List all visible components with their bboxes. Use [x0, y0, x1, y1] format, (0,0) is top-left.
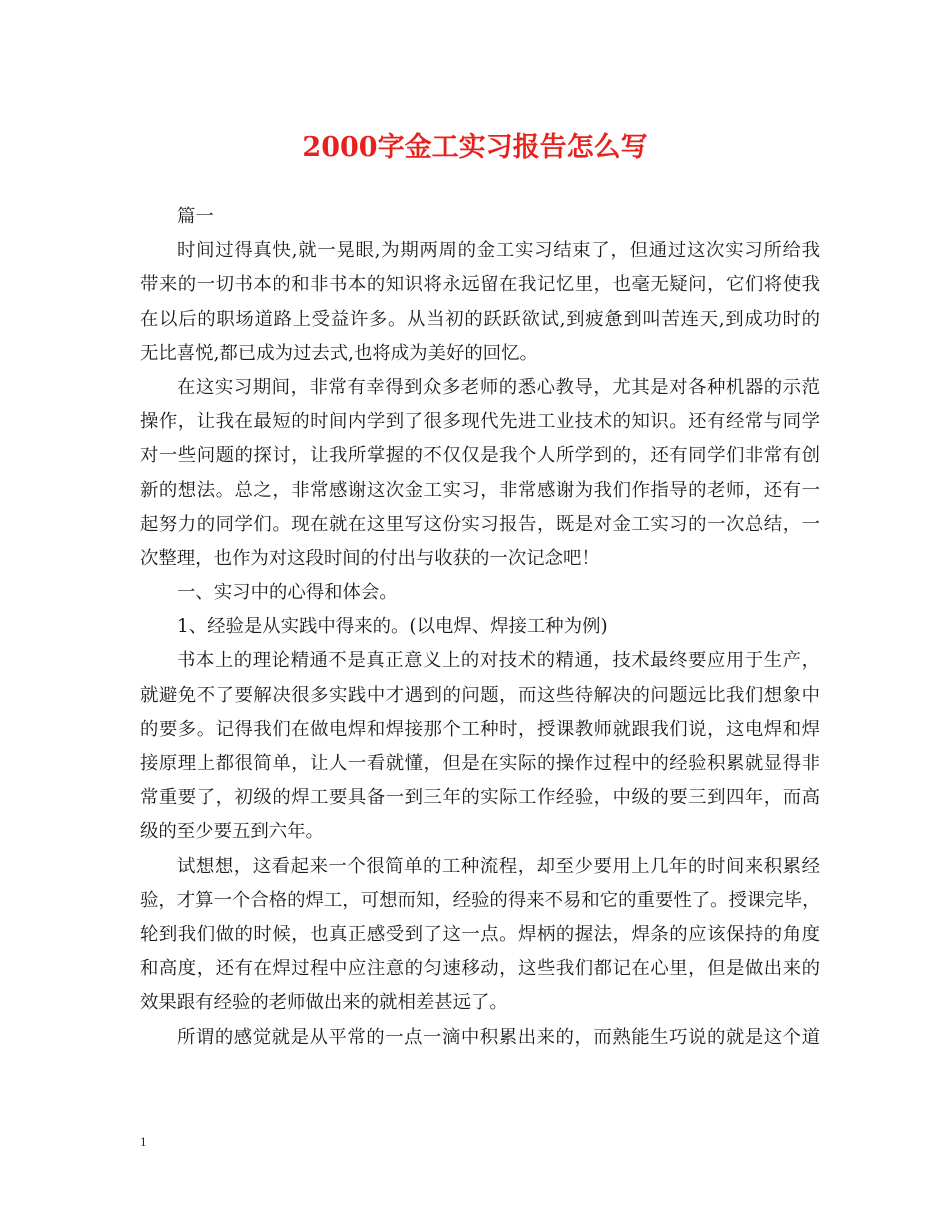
- paragraph-line: 就避免不了要解决很多实践中才遇到的问题，而这些待解决的问题远比我们想象中: [140, 684, 820, 706]
- paragraph-line: 所谓的感觉就是从平常的一点一滴中积累出来的，而熟能生巧说的就是这个道: [177, 1026, 820, 1048]
- document-body: [140, 200, 820, 1055]
- paragraph-line: 在这实习期间，非常有幸得到众多老师的悉心教导，尤其是对各种机器的示范: [177, 376, 820, 398]
- paragraph-line: 在以后的职场道路上受益许多。从当初的跃跃欲试,到疲惫到叫苦连天,到成功时的: [140, 308, 820, 330]
- paragraph-line: 1、经验是从实践中得来的。(以电焊、焊接工种为例): [177, 616, 608, 638]
- paragraph-line: 一、实习中的心得和体会。: [177, 582, 398, 604]
- page-title: 2000字金工实习报告怎么写: [302, 132, 648, 163]
- paragraph-line: 操作，让我在最短的时间内学到了很多现代先进工业技术的知识。还有经常与同学: [140, 411, 820, 433]
- paragraph-line: 对一些问题的探讨，让我所掌握的不仅仅是我个人所学到的，还有同学们非常有创: [140, 445, 820, 467]
- paragraph-line: 带来的一切书本的和非书本的知识将永远留在我记忆里，也毫无疑问，它们将使我: [140, 274, 820, 296]
- paragraph-line: 试想想，这看起来一个很简单的工种流程，却至少要用上几年的时间来积累经: [177, 855, 820, 877]
- paragraph-line: 和高度，还有在焊过程中应注意的匀速移动，这些我们都记在心里，但是做出来的: [140, 958, 820, 980]
- paragraph-line: 次整理，也作为对这段时间的付出与收获的一次记念吧！: [140, 547, 600, 569]
- paragraph-line: 时间过得真快,就一晃眼,为期两周的金工实习结束了，但通过这次实习所给我: [177, 240, 820, 262]
- paragraph-line: 验，才算一个合格的焊工，可想而知，经验的得来不易和它的重要性了。授课完毕，: [140, 889, 821, 911]
- paragraph-line: 级的至少要五到六年。: [140, 821, 324, 843]
- paragraph-line: 新的想法。总之，非常感谢这次金工实习，非常感谢为我们作指导的老师，还有一: [140, 479, 820, 501]
- paragraph-line: 效果跟有经验的老师做出来的就相差甚远了。: [140, 992, 508, 1014]
- paragraph-line: 书本上的理论精通不是真正意义上的对技术的精通，技术最终要应用于生产，: [177, 650, 820, 672]
- paragraph-line: 轮到我们做的时候，也真正感受到了这一点。焊柄的握法，焊条的应该保持的角度: [140, 923, 820, 945]
- paragraph-line: 篇一: [177, 206, 214, 227]
- page-number: 1: [140, 1134, 147, 1149]
- paragraph-line: 的要多。记得我们在做电焊和焊接那个工种时，授课教师就跟我们说，这电焊和焊: [140, 718, 820, 740]
- paragraph-line: 起努力的同学们。现在就在这里写这份实习报告，既是对金工实习的一次总结，一: [140, 513, 820, 535]
- paragraph-line: 无比喜悦,都已成为过去式,也将成为美好的回忆。: [140, 342, 538, 364]
- paragraph-line: 接原理上都很简单，让人一看就懂，但是在实际的操作过程中的经验积累就显得非: [140, 753, 820, 774]
- paragraph-line: 常重要了，初级的焊工要具备一到三年的实际工作经验，中级的要三到四年，而高: [140, 787, 820, 809]
